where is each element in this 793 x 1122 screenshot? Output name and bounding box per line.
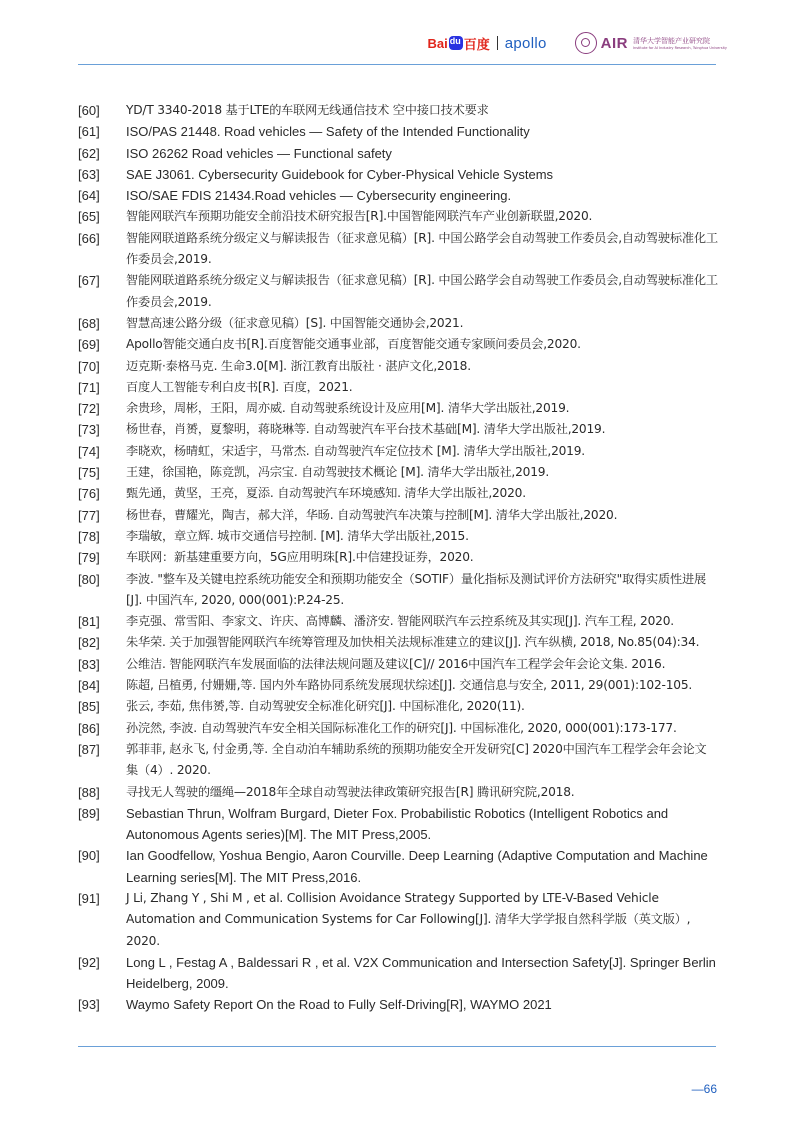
reference-number: [79] [78, 550, 100, 566]
reference-number: [84] [78, 678, 100, 694]
reference-item [78, 739, 718, 782]
reference-number: [81] [78, 614, 100, 630]
reference-number: [78] [78, 528, 100, 544]
reference-text: ISO 26262 Road vehicles — Functional safety [126, 145, 392, 161]
reference-list [78, 100, 718, 1016]
logo-divider [497, 36, 498, 50]
reference-item [78, 462, 718, 483]
reference-text: Sebastian Thrun, Wolfram Burgard, Dieter Fox. Probabilistic Robotics (Intelligent Robotics and Autonomous Agents series)[M]. The MIT Press,2005. [126, 805, 669, 843]
reference-item [78, 632, 718, 653]
reference-item [78, 143, 718, 164]
reference-text: 智能网联道路系统分级定义与解读报告（征求意见稿）[R]. 中国公路学会自动驾驶工作委员会,自动驾驶标准化工作委员会,2019. [126, 230, 718, 267]
reference-number: [90] [78, 848, 100, 864]
reference-number: [70] [78, 358, 100, 374]
header-logos [428, 32, 727, 54]
reference-item [78, 121, 718, 142]
page-number: —66 [691, 1082, 717, 1096]
reference-text: 杨世春，曹耀光，陶吉，郝大洋，华旸. 自动驾驶汽车决策与控制[M]. 清华大学出版社,2020. [126, 507, 618, 522]
reference-item [78, 313, 718, 334]
reference-text: Waymo Safety Report On the Road to Fully Self-Driving[R], WAYMO 2021 [126, 997, 552, 1013]
reference-item [78, 377, 718, 398]
reference-text: 杨世春，肖赟，夏黎明，蒋晓琳等. 自动驾驶汽车平台技术基础[M]. 清华大学出版社,2019. [126, 422, 606, 437]
reference-text: SAE J3061. Cybersecurity Guidebook for Cyber-Physical Vehicle Systems [126, 166, 554, 182]
reference-item [78, 164, 718, 185]
reference-number: [62] [78, 145, 100, 161]
reference-item [78, 782, 718, 803]
reference-text: 陈超, 吕植勇, 付姗姗,等. 国内外车路协同系统发展现状综述[J]. 交通信息与安全, 2011, 29(001):102-105. [126, 678, 693, 693]
reference-number: [65] [78, 209, 100, 225]
apollo-logo: apollo [504, 34, 547, 52]
reference-text: 孙浣然, 李波. 自动驾驶汽车安全相关国际标准化工作的研究[J]. 中国标准化, 2020, 000(001):173-177. [126, 720, 677, 735]
baidu-logo-cn: 百度 [463, 36, 490, 52]
reference-item [78, 845, 718, 888]
reference-text: 百度人工智能专利白皮书[R]. 百度，2021. [126, 379, 353, 394]
reference-number: [88] [78, 784, 100, 800]
air-institute-en: Institute for AI Industry Research, Tsinghua University [632, 46, 727, 50]
reference-item [78, 526, 718, 547]
reference-text: ISO/SAE FDIS 21434.Road vehicles — Cybersecurity engineering. [126, 188, 512, 204]
reference-text: 车联网：新基建重要方向，5G应用明珠[R].中信建投证券，2020. [126, 550, 474, 565]
reference-item [78, 206, 718, 227]
reference-text: 公维洁. 智能网联汽车发展面临的法律法规问题及建议[C]// 2016中国汽车工程学会年会论文集. 2016. [126, 656, 666, 671]
air-logo [575, 32, 727, 54]
reference-item [78, 654, 718, 675]
reference-number: [73] [78, 422, 100, 438]
reference-item [78, 675, 718, 696]
reference-number: [75] [78, 465, 100, 481]
reference-item [78, 569, 718, 612]
reference-text: 朱华荣. 关于加强智能网联汽车统筹管理及加快相关法规标准建立的建议[J]. 汽车纵横, 2018, No.85(04):34. [126, 635, 700, 650]
reference-item [78, 547, 718, 568]
air-logo-text: AIR [600, 34, 628, 52]
reference-number: [68] [78, 315, 100, 331]
reference-text: J Li, Zhang Y , Shi M , et al. Collision Avoidance Strategy Supported by LTE-V-Based Vehicle Automation and Communication Systems for Car Following[J]. 清华大学学报自然科学版（英文版）, 2020. [126, 890, 691, 948]
reference-text: 李克强、常雪阳、李家文、许庆、高博麟、潘济安. 智能网联汽车云控系统及其实现[J]. 汽车工程, 2020. [126, 614, 674, 629]
air-institute-name [633, 36, 727, 50]
reference-number: [72] [78, 401, 100, 417]
reference-item [78, 419, 718, 440]
reference-number: [76] [78, 486, 100, 502]
reference-number: [89] [78, 805, 100, 821]
reference-number: [69] [78, 337, 100, 353]
reference-item [78, 398, 718, 419]
reference-text: 寻找无人驾驶的缰绳—2018年全球自动驾驶法律政策研究报告[R] 腾讯研究院,2018. [126, 784, 575, 799]
reference-number: [87] [78, 741, 100, 757]
reference-item [78, 334, 718, 355]
baidu-paw-icon [449, 36, 463, 50]
reference-number: [60] [78, 103, 100, 118]
reference-number: [83] [78, 656, 100, 672]
reference-text: 迈克斯·泰格马克. 生命3.0[M]. 浙江教育出版社 · 湛庐文化,2018. [126, 358, 471, 373]
baidu-logo [428, 34, 490, 53]
reference-item [78, 100, 718, 121]
reference-text: 余贵珍，周彬，王阳，周亦威. 自动驾驶系统设计及应用[M]. 清华大学出版社,2019. [126, 401, 570, 416]
reference-number: [63] [78, 166, 100, 182]
reference-text: Long L , Festag A , Baldessari R , et al. V2X Communication and Intersection Safety[J]. Springer Berlin Heidelberg, 2009. [126, 954, 716, 992]
reference-text: 张云, 李茹, 焦伟赟,等. 自动驾驶安全标准化研究[J]. 中国标准化, 2020(11). [126, 699, 525, 714]
reference-number: [67] [78, 273, 100, 289]
reference-text: 智能网联汽车预期功能安全前沿技术研究报告[R].中国智能网联汽车产业创新联盟,2020. [126, 209, 593, 224]
reference-item [78, 356, 718, 377]
reference-number: [82] [78, 635, 100, 651]
reference-number: [80] [78, 571, 100, 587]
reference-text: 李晓欢，杨晴虹，宋适宇，马常杰. 自动驾驶汽车定位技术 [M]. 清华大学出版社,2019. [126, 443, 585, 458]
baidu-logo-latin: Bai [427, 35, 448, 51]
reference-item [78, 228, 718, 271]
reference-number: [91] [78, 890, 100, 906]
reference-number: [92] [78, 954, 100, 970]
reference-text: 智能网联道路系统分级定义与解读报告（征求意见稿）[R]. 中国公路学会自动驾驶工作委员会,自动驾驶标准化工作委员会,2019. [126, 273, 718, 309]
reference-item [78, 185, 718, 206]
reference-item [78, 505, 718, 526]
reference-text: Apollo智能交通白皮书[R].百度智能交通事业部，百度智能交通专家顾问委员会,2020. [126, 337, 581, 352]
reference-number: [85] [78, 699, 100, 715]
reference-number: [71] [78, 379, 100, 395]
reference-number: [77] [78, 507, 100, 523]
reference-text: 李波. "整车及关键电控系统功能安全和预期功能安全（SOTIF）量化指标及测试评价方法研究"取得实质性进展[J]. 中国汽车, 2020, 000(001):P.24-25. [126, 571, 706, 607]
reference-text: Ian Goodfellow, Yoshua Bengio, Aaron Courville. Deep Learning (Adaptive Computation and Machine Learning series[M]. The MIT Press,2016. [126, 848, 708, 885]
reference-number: [64] [78, 188, 100, 204]
reference-item [78, 994, 718, 1015]
footer-divider [78, 1046, 716, 1047]
reference-item [78, 441, 718, 462]
reference-text: 甄先通，黄坚，王亮，夏添. 自动驾驶汽车环境感知. 清华大学出版社,2020. [126, 486, 526, 501]
reference-text: ISO/PAS 21448. Road vehicles — Safety of the Intended Functionality [126, 124, 530, 140]
reference-item [78, 952, 718, 995]
reference-text: 李瑞敏，章立辉. 城市交通信号控制. [M]. 清华大学出版社,2015. [126, 528, 469, 543]
air-institute-cn: 清华大学智能产业研究院 [632, 37, 710, 45]
reference-number: [93] [78, 997, 100, 1013]
reference-text: 王建，徐国艳，陈竞凯，冯宗宝. 自动驾驶技术概论 [M]. 清华大学出版社,2019. [126, 465, 549, 480]
reference-text: 郭菲菲, 赵永飞, 付金勇,等. 全自动泊车辅助系统的预期功能安全开发研究[C] 2020中国汽车工程学会年会论文集（4）. 2020. [126, 741, 707, 778]
reference-number: [74] [78, 443, 100, 459]
reference-text: 智慧高速公路分级（征求意见稿）[S]. 中国智能交通协会,2021. [126, 315, 464, 330]
reference-number: [86] [78, 720, 100, 736]
reference-item [78, 803, 718, 846]
reference-number: [61] [78, 124, 100, 140]
reference-item [78, 888, 718, 952]
tsinghua-seal-icon [575, 32, 597, 54]
reference-text: YD/T 3340-2018 基于LTE的车联网无线通信技术 空中接口技术要求 [126, 103, 489, 117]
reference-item [78, 696, 718, 717]
reference-number: [66] [78, 230, 100, 246]
reference-item [78, 483, 718, 504]
reference-item [78, 611, 718, 632]
page-header [0, 26, 793, 66]
reference-item [78, 270, 718, 313]
header-divider [78, 64, 716, 65]
reference-item [78, 718, 718, 739]
